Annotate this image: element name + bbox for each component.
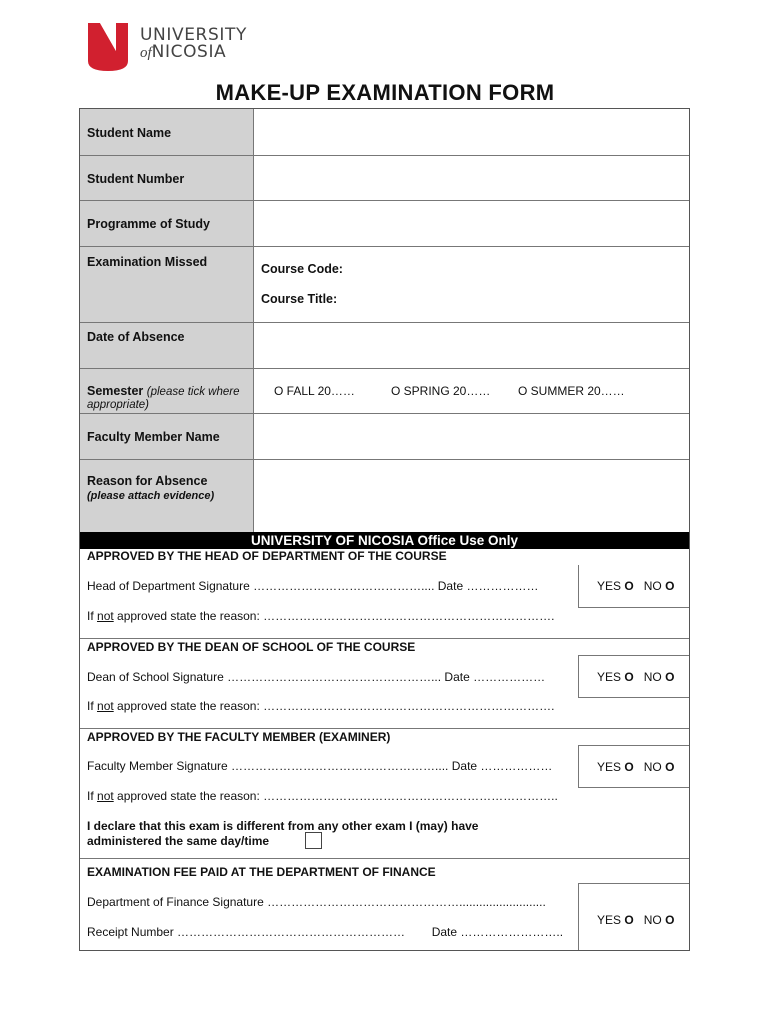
reason-field[interactable] — [253, 460, 689, 532]
faculty-yes-no — [578, 745, 689, 788]
programme-label-cell — [80, 201, 253, 247]
semester-option-fall[interactable]: O FALL 20…… — [274, 384, 355, 398]
form-title: MAKE-UP EXAMINATION FORM — [215, 80, 555, 105]
reason-hint: (please attach evidence) — [87, 490, 215, 502]
student-number-label-cell — [80, 156, 253, 201]
date-absence-field[interactable] — [253, 323, 689, 369]
semester-hint2: appropriate) — [87, 399, 150, 411]
faculty-approval-section — [80, 729, 689, 859]
finance-yes-no — [578, 883, 689, 950]
head-yes-circle[interactable]: O — [624, 579, 634, 593]
finance-title: EXAMINATION FEE PAID AT THE DEPARTMENT OF FINANCE — [87, 865, 436, 879]
dean-signature-line[interactable]: Dean of School Signature ……………………………………………... Date ……………… — [87, 670, 546, 684]
course-title-label: Course Title: — [261, 292, 338, 306]
semester-label — [87, 384, 239, 398]
faculty-no: NO — [643, 760, 662, 774]
dean-reason-post: approved state the reason: ………………………………………………………………. — [113, 699, 555, 713]
head-reason-line[interactable] — [87, 609, 554, 623]
date-absence-label-cell — [80, 323, 253, 369]
dean-no: NO — [643, 670, 662, 684]
faculty-yes-circle[interactable]: O — [624, 760, 634, 774]
logo-line2: NICOSIA — [151, 42, 227, 62]
faculty-yes-no-options[interactable] — [597, 760, 674, 774]
faculty-member-field[interactable] — [253, 414, 689, 460]
declaration-checkbox[interactable] — [305, 832, 322, 849]
faculty-member-label: Faculty Member Name — [87, 430, 220, 444]
finance-yes-circle[interactable]: O — [624, 913, 634, 927]
head-no-circle[interactable]: O — [665, 579, 675, 593]
semester-option-summer[interactable]: O SUMMER 20…… — [518, 384, 625, 398]
head-reason-not: not — [97, 609, 114, 623]
dean-no-circle[interactable]: O — [665, 670, 675, 684]
dean-yes-no — [578, 655, 689, 698]
faculty-member-label-cell — [80, 414, 253, 460]
finance-no-circle[interactable]: O — [665, 913, 675, 927]
faculty-no-circle[interactable]: O — [665, 760, 675, 774]
dean-yes-no-options[interactable] — [597, 670, 674, 684]
finance-yes: YES — [597, 913, 622, 927]
logo-line1: UNIVERSITY — [140, 25, 247, 45]
faculty-reason-not: not — [97, 789, 114, 803]
dean-reason-not: not — [97, 699, 114, 713]
semester-option-spring[interactable]: O SPRING 20…… — [391, 384, 491, 398]
dean-reason-pre: If — [87, 699, 98, 713]
logo-wordmark — [140, 27, 247, 62]
head-signature-line[interactable]: Head of Department Signature …………………………………….... Date ……………… — [87, 579, 539, 593]
head-reason-pre: If — [87, 609, 98, 623]
finance-yes-no-options[interactable] — [597, 913, 674, 927]
finance-signature-line[interactable]: Department of Finance Signature ………………………………………….......................... — [87, 895, 546, 909]
faculty-reason-line[interactable] — [87, 789, 558, 803]
faculty-signature-line[interactable]: Faculty Member Signature …………………………………………….... Date ……………… — [87, 759, 553, 773]
declaration-line1: I declare that this exam is different from any other exam I (may) have — [87, 819, 479, 833]
faculty-yes: YES — [597, 760, 622, 774]
exam-missed-label: Examination Missed — [87, 255, 208, 269]
makeup-exam-form — [79, 108, 690, 951]
head-yes-no-options[interactable] — [597, 579, 674, 593]
reason-label-cell — [80, 460, 253, 532]
student-name-field[interactable] — [253, 109, 689, 156]
logo-of: of — [140, 45, 152, 61]
faculty-reason-pre: If — [87, 789, 98, 803]
dean-approval-title: APPROVED BY THE DEAN OF SCHOOL OF THE COURSE — [87, 640, 416, 654]
course-code-label: Course Code: — [261, 262, 343, 276]
dean-reason-line[interactable] — [87, 699, 554, 713]
student-name-label: Student Name — [87, 126, 172, 140]
head-yes: YES — [597, 579, 622, 593]
student-name-label-cell — [80, 109, 253, 156]
reason-label: Reason for Absence — [87, 474, 208, 488]
head-reason-post: approved state the reason: ………………………………………………………………. — [113, 609, 555, 623]
dean-yes-circle[interactable]: O — [624, 670, 634, 684]
exam-missed-label-cell — [80, 247, 253, 323]
exam-missed-field[interactable] — [253, 247, 689, 323]
finance-no: NO — [643, 913, 662, 927]
faculty-reason-post: approved state the reason: ……………………………………………………………….. — [113, 789, 558, 803]
student-number-label: Student Number — [87, 172, 185, 186]
head-approval-title: APPROVED BY THE HEAD OF DEPARTMENT OF THE COURSE — [87, 549, 447, 563]
head-no: NO — [643, 579, 662, 593]
finance-section — [80, 859, 689, 950]
head-yes-no — [578, 565, 689, 608]
dean-approval-section — [80, 639, 689, 729]
semester-hint: (please tick where — [146, 386, 240, 398]
student-number-field[interactable] — [253, 156, 689, 201]
semester-text: Semester — [87, 384, 144, 398]
semester-label-cell — [80, 369, 253, 414]
programme-label: Programme of Study — [87, 217, 210, 231]
faculty-approval-title: APPROVED BY THE FACULTY MEMBER (EXAMINER) — [87, 730, 391, 744]
office-use-banner: UNIVERSITY OF NICOSIA Office Use Only — [80, 532, 689, 549]
receipt-number-line[interactable]: Receipt Number ………………………………………………… Date …………………….. — [87, 925, 564, 939]
programme-field[interactable] — [253, 201, 689, 247]
date-absence-label: Date of Absence — [87, 330, 185, 344]
dean-yes: YES — [597, 670, 622, 684]
head-approval-section — [80, 549, 689, 639]
semester-field — [253, 369, 689, 414]
declaration-line2: administered the same day/time — [87, 834, 270, 848]
